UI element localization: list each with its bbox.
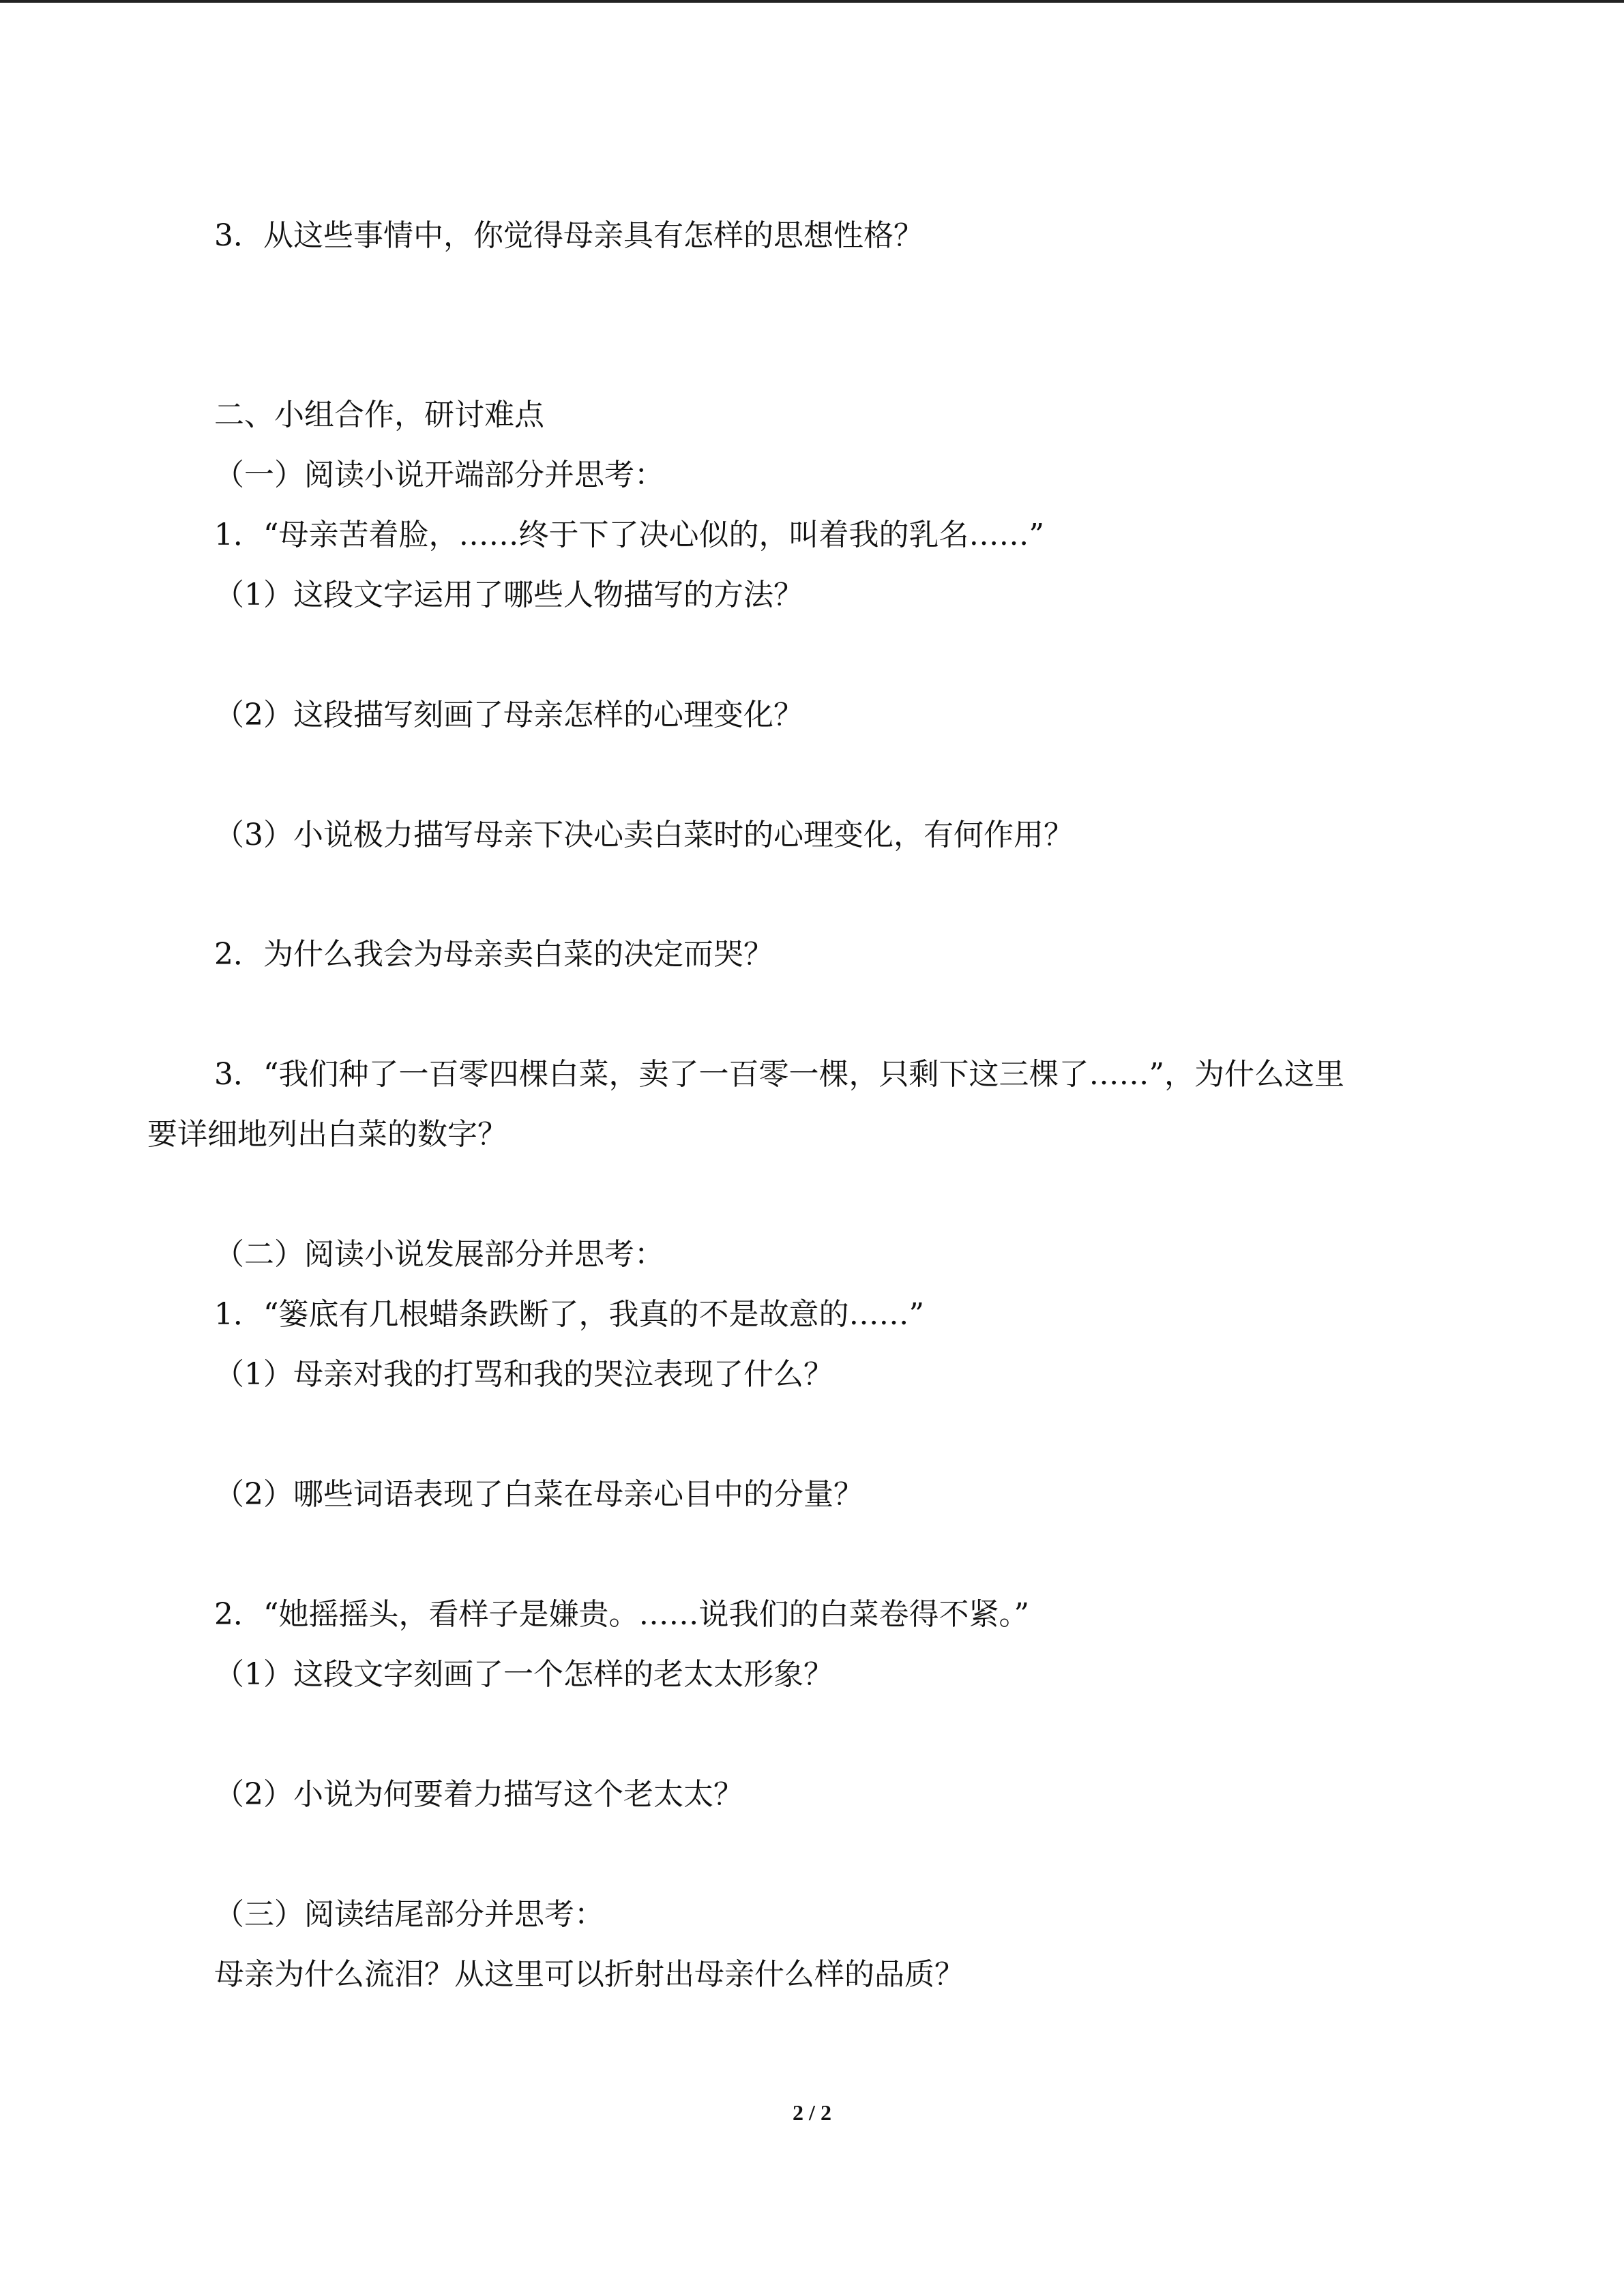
sub-question-1-2: （2）这段描写刻画了母亲怎样的心理变化？ [214, 698, 803, 732]
question-1-opening-quote: 1．“母亲苦着脸，……终于下了决心似的，叫着我的乳名……” [214, 518, 1044, 552]
question-ending-tears: 母亲为什么流泪？从这里可以折射出母亲什么样的品质？ [214, 1957, 964, 1992]
question-3-cabbage-count: 3．“我们种了一百零四棵白菜，卖了一百零一棵，只剩下这三棵了……”，为什么这里 [214, 1057, 1344, 1092]
subsection-heading-opening: （一）阅读小说开端部分并思考： [214, 458, 664, 492]
subsection-heading-development: （二）阅读小说发展部分并思考： [214, 1237, 664, 1272]
question-2-why-cry: 2．为什么我会为母亲卖白菜的决定而哭？ [214, 937, 773, 972]
sub-question-1-1: （1）这段文字运用了哪些人物描写的方法？ [214, 578, 803, 612]
question-2-old-lady-quote: 2．“她摇摇头，看样子是嫌贵。……说我们的白菜卷得不紧。” [214, 1597, 1029, 1632]
sub-question-1-3: （3）小说极力描写母亲下决心卖白菜时的心理变化，有何作用？ [214, 818, 1074, 852]
question-3-cabbage-count-continued: 要详细地列出白菜的数字？ [147, 1117, 507, 1152]
page-number: 2 / 2 [793, 2100, 831, 2125]
sub-question-2-2: （2）哪些词语表现了白菜在母亲心目中的分量？ [214, 1477, 863, 1512]
sub-question-2-1: （1）母亲对我的打骂和我的哭泣表现了什么？ [214, 1357, 833, 1392]
sub-question-3-1: （1）这段文字刻画了一个怎样的老太太形象？ [214, 1657, 833, 1692]
sub-question-3-2: （2）小说为何要着力描写这个老太太？ [214, 1777, 743, 1812]
section-heading-group-work: 二、小组合作，研讨难点 [214, 398, 544, 432]
subsection-heading-ending: （三）阅读结尾部分并思考： [214, 1897, 604, 1932]
question-1-development-quote: 1．“篓底有几根蜡条跌断了，我真的不是故意的……” [214, 1297, 924, 1332]
top-border-rule [0, 0, 1624, 3]
question-3-mother-character: 3．从这些事情中，你觉得母亲具有怎样的思想性格？ [214, 218, 924, 253]
